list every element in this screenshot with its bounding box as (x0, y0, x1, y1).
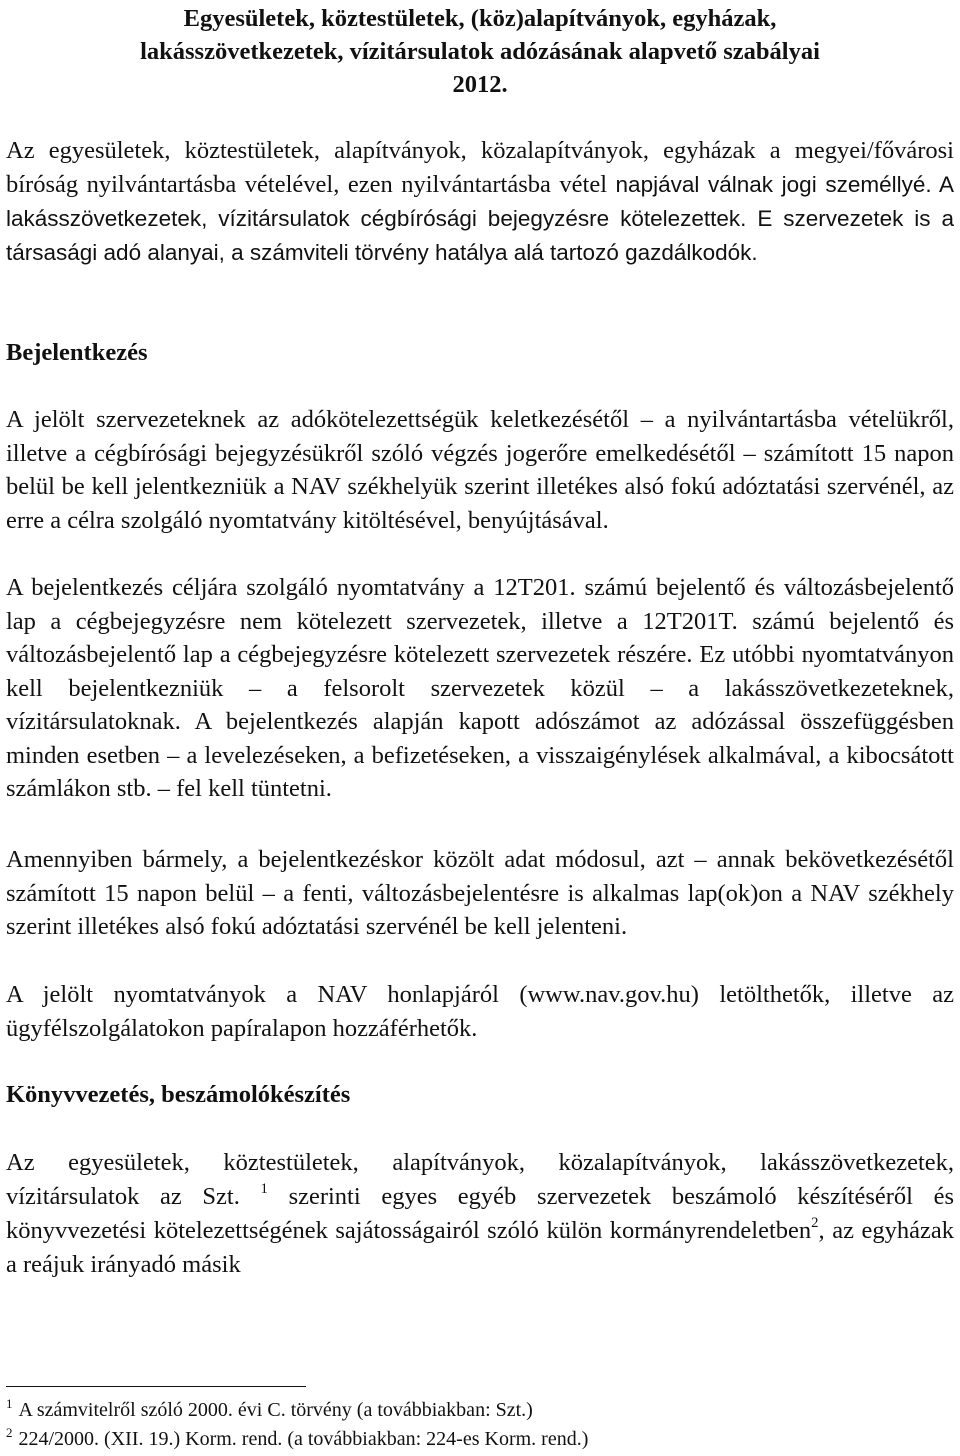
bejelentkezes-paragraph-1: A jelölt szervezeteknek az adókötelezettségük keletkezésétől – a nyilvántartásba vételükről, illetve a cégbírósági bejegyzésükről szóló végzés jogerőre emelkedésétől – számított 15 napon belül be kell jelentkezniük a NAV székhelyük szerint illetékes alsó fokú adóztatási szervénél, az erre a célra szolgáló nyomtatvány kitöltésével, benyújtásával. (6, 406, 954, 534)
intro-serif-text: Az egyesületek, köztestületek, alapítványok, közalapítványok, egyházak a megyei/fővárosi bíróság nyilvántartásba vételével, ezen nyilvántartásba vétel (6, 137, 954, 198)
document-title (6, 2, 954, 101)
footnote-2-mark: 2 (6, 1425, 13, 1441)
footnote-1-text: A számvitelről szóló 2000. évi C. törvény (a továbbiakban: Szt.) (18, 1399, 533, 1421)
footnote-separator (6, 1386, 306, 1387)
bejelentkezes-paragraph-4: A jelölt nyomtatványok a NAV honlapjáról (www.nav.gov.hu) letölthetők, illetve az ügyfélszolgálatokon papíralapon hozzáférhetők. (6, 981, 954, 1042)
footnote-ref-2[interactable]: 2 (811, 1215, 819, 1232)
bejelentkezes-paragraph-2: A bejelentkezés céljára szolgáló nyomtatvány a 12T201. számú bejelentő és változásbejelentő lap a cégbejegyzésre nem kötelezett szervezetek, illetve a 12T201T. számú bejelentő és változásbejelentő lap a cégbejegyzésre kötelezett szervezetek részére. Ez utóbbi nyomtatványon kell bejelentkezniük – a felsorolt szervezetek közül – a lakásszövetkezeteknek, vízitársulatoknak. A bejelentkezés alapján kapott adószámot az adózással összefüggésben minden esetben – a levelezéseken, a befizetéseken, a visszaigénylések alkalmával, a kibocsátott számlákon stb. – fel kell tüntetni. (6, 574, 954, 802)
footnote-1-mark: 1 (6, 1396, 13, 1412)
konyvvezetes-text-1: Az egyesületek, köztestületek, alapítványok, közalapítványok, lakásszövetkezetek, vízitársulatok az Szt. (6, 1149, 954, 1210)
footnote-2-text: 224/2000. (XII. 19.) Korm. rend. (a továbbiakban: 224-es Korm. rend.) (18, 1428, 589, 1450)
konyvvezetes-text-3: , az egyházak a reájuk irányadó másik (6, 1217, 954, 1278)
intro-paragraph (6, 134, 954, 270)
footnote-1 (6, 1397, 533, 1423)
footnote-2 (6, 1426, 588, 1452)
bejelentkezes-paragraph-3: Amennyiben bármely, a bejelentkezéskor közölt adat módosul, azt – annak bekövetkezésétől számított 15 napon belül – a fenti, változásbejelentésre is alkalmas lap(ok)on a NAV székhely szerint illetékes alsó fokú adóztatási szervénél be kell jelenteni. (6, 846, 954, 940)
title-line-2: lakásszövetkezetek, vízitársulatok adózásának alapvető szabályai (140, 38, 820, 65)
section-heading-konyvvezetes: Könyvvezetés, beszámolókészítés (6, 1081, 351, 1108)
intro-sans-text: napjával válnak jogi személlyé. A lakásszövetkezetek, vízitársulatok cégbírósági bejegyzésre kötelezettek. E szervezetek is a társasági adó alanyai, a számviteli törvény hatálya alá tartozó gazdálkodók. (6, 172, 955, 265)
title-line-1: Egyesületek, köztestületek, (köz)alapítványok, egyházak, (183, 5, 777, 32)
konyvvezetes-paragraph (6, 1146, 954, 1282)
title-line-3: 2012. (452, 71, 508, 98)
footnote-ref-1[interactable]: 1 (260, 1181, 268, 1198)
konyvvezetes-text-2: szerinti egyes egyéb szervezetek beszámoló készítéséről és könyvvezetési kötelezettségének sajátosságairól szóló külön kormányrendeletben (6, 1183, 955, 1244)
section-heading-bejelentkezes: Bejelentkezés (6, 339, 148, 366)
